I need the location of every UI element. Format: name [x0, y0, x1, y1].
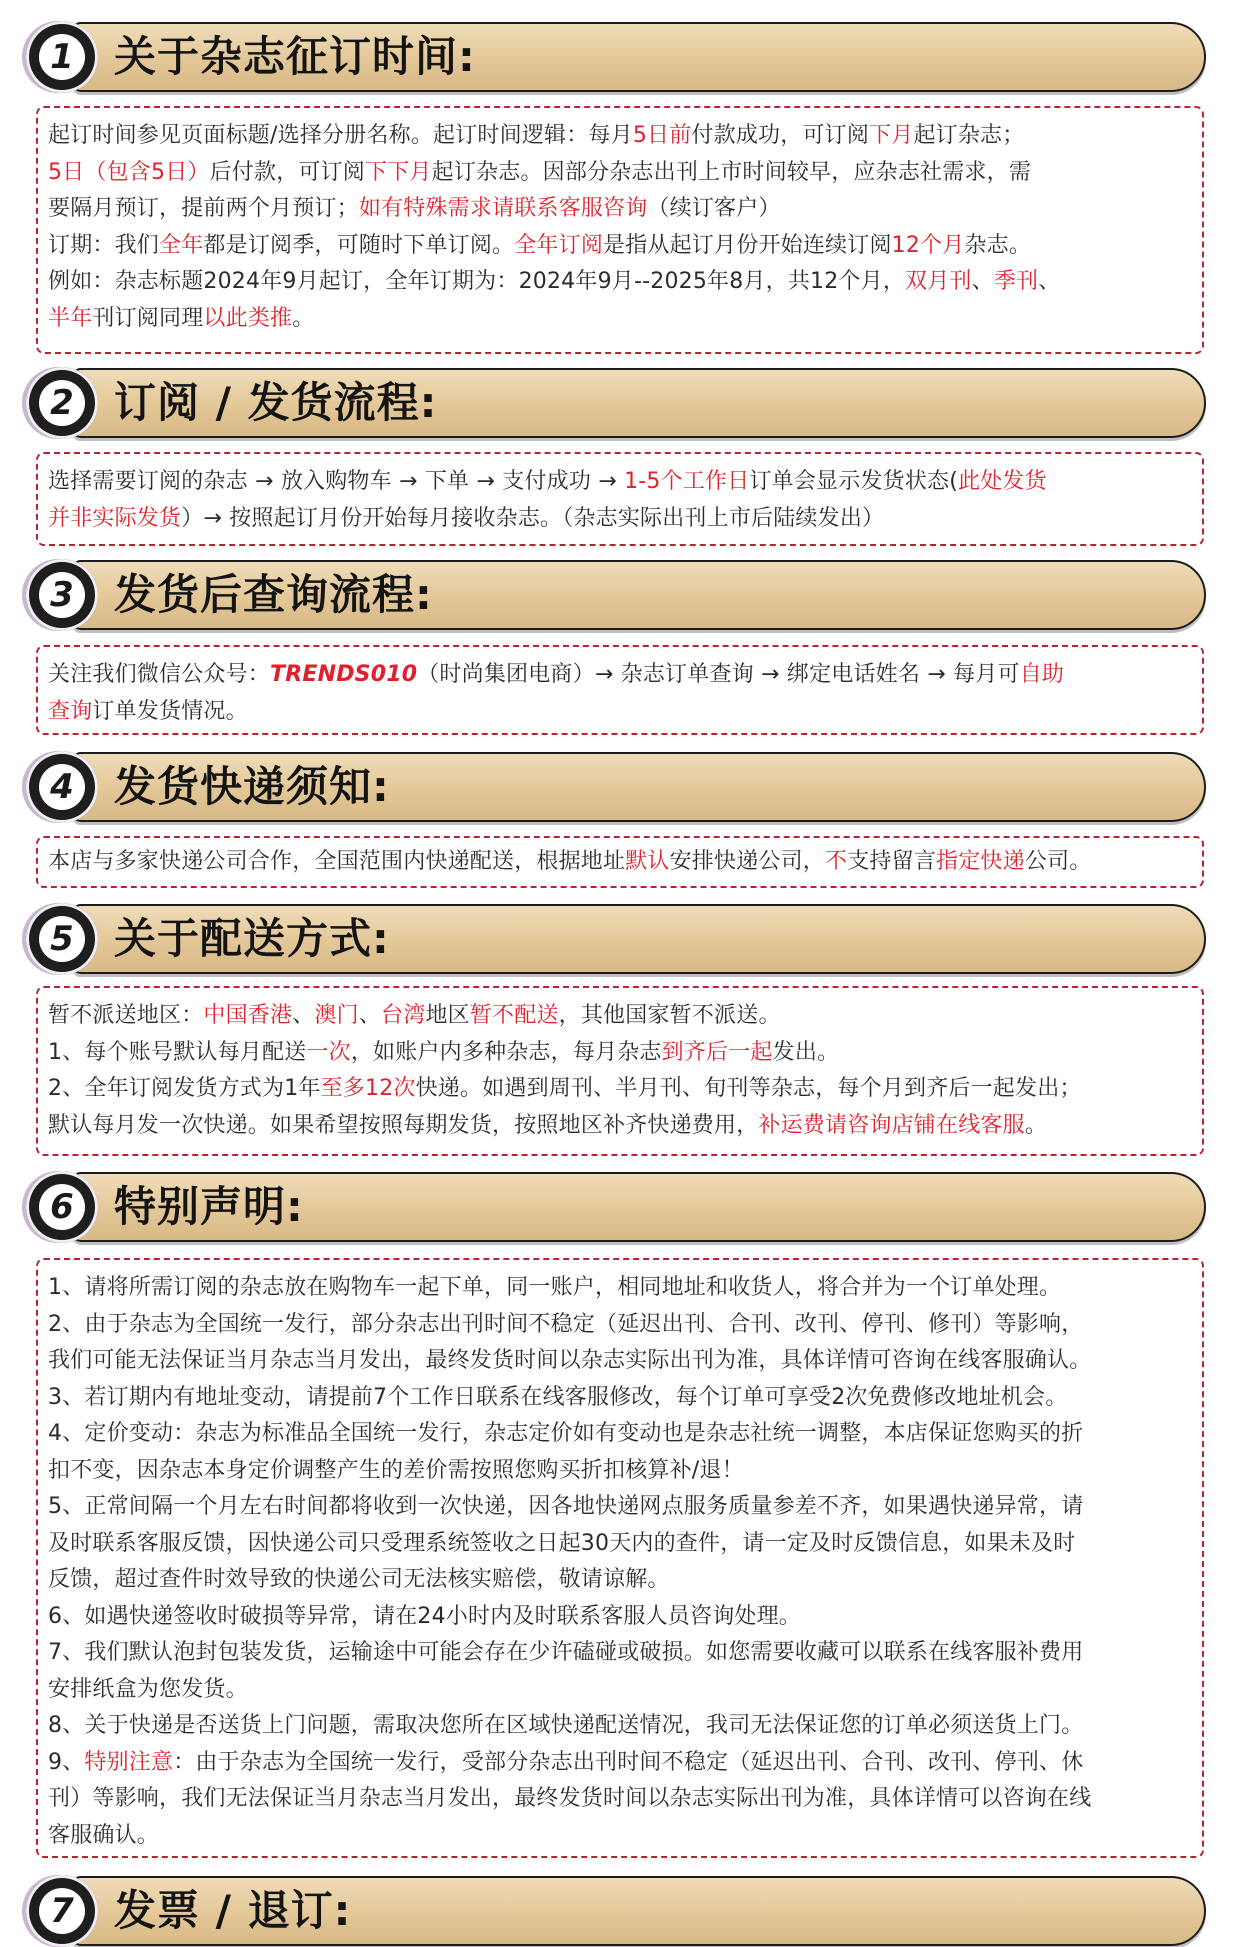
body-text: 选择需要订阅的杂志 → 放入购物车 → 下单 → 支付成功 →	[48, 469, 625, 494]
body-text: 杂志。	[964, 232, 1032, 258]
highlight-text: 指定快递	[936, 849, 1025, 874]
section-lines	[48, 1270, 1192, 1854]
highlight-text: 到齐后一起	[661, 1039, 773, 1065]
section-lines	[48, 464, 1192, 537]
body-text: 9、	[48, 1749, 85, 1775]
section-lines	[48, 998, 1192, 1144]
body-text: 订单会显示发货状态(	[749, 469, 959, 494]
body-text: 后付款，可订阅	[209, 159, 366, 185]
body-text: 7、我们默认泡封包装发货，运输途中可能会存在少许磕碰或破损。如您需要收藏可以联系在线客服补费用	[48, 1640, 1084, 1665]
section-title: 特别声明:	[114, 1182, 304, 1231]
text-line	[48, 1781, 1192, 1818]
highlight-text: 以此类推	[203, 305, 293, 331]
section-lines	[48, 844, 1192, 881]
body-text: 要隔月预订，提前两个月预订；	[48, 196, 359, 221]
body-text: 是指从起订月份开始连续订阅	[603, 232, 892, 258]
body-text: 扣不变，因杂志本身定价调整产生的差价需按照您购买折扣核算补/退！	[48, 1457, 744, 1483]
text-line	[48, 301, 1192, 338]
body-text: 8、关于快递是否送货上门问题，需取决您所在区域快递配送情况，我司无法保证您的订单必须送货上门。	[48, 1713, 1084, 1738]
section-number: 1	[39, 34, 85, 80]
text-line	[48, 1745, 1192, 1782]
body-text: 起订时间参见页面标题/选择分册名称。起订时间逻辑：每月	[48, 123, 633, 148]
body-text: 例如：杂志标题2024年9月起订，全年订期为：2024年9月--2025年8月，共12个月，	[48, 269, 906, 294]
text-line	[48, 694, 1192, 731]
section-number-badge	[26, 367, 98, 439]
body-text: 本店与多家快递公司合作，全国范围内快递配送，根据地址	[48, 849, 626, 874]
text-line	[48, 1035, 1192, 1072]
text-line	[48, 1453, 1192, 1490]
text-line	[48, 1526, 1192, 1563]
section-number-badge	[26, 1171, 98, 1243]
text-line	[48, 118, 1192, 155]
highlight-text: 查询	[48, 698, 93, 724]
highlight-text: 至多12次	[320, 1076, 416, 1101]
highlight-text: 中国香港	[203, 1003, 293, 1028]
body-text: 1、每个账号默认每月配送	[48, 1039, 307, 1065]
text-line	[48, 1708, 1192, 1745]
highlight-text: 下月	[869, 123, 914, 148]
section-content-box	[36, 452, 1204, 546]
body-text: 2、全年订阅发货方式为1年	[48, 1076, 321, 1101]
section-content-box	[36, 986, 1204, 1156]
body-text: 默认每月发一次快递。如果希望按照每期发货，按照地区补齐快递费用，	[48, 1112, 759, 1138]
body-text: 安排纸盒为您发货。	[48, 1676, 248, 1702]
body-text: 我们可能无法保证当月杂志当月发出，最终发货时间以杂志实际出刊为准，具体详情可咨询在线客服确认。	[48, 1348, 1092, 1373]
text-line	[48, 1416, 1192, 1453]
highlight-text: 双月刊	[905, 269, 972, 294]
text-line	[48, 1380, 1192, 1417]
highlight-text: 全年	[159, 232, 204, 258]
body-text: 4、定价变动：杂志为标准品全国统一发行，杂志定价如有变动也是杂志社统一调整，本店保证您购买的折	[48, 1421, 1084, 1446]
section-content-box	[36, 1258, 1204, 1858]
section-number: 6	[39, 1184, 85, 1230]
section-content-box	[36, 106, 1204, 354]
section-title: 发票 / 退订:	[114, 1886, 352, 1935]
body-text: 订期：我们	[48, 232, 160, 258]
body-text: （续订客户）	[647, 196, 781, 221]
body-text: 快递。如遇到周刊、半月刊、旬刊等杂志，每个月到齐后一起发出；	[415, 1076, 1082, 1101]
body-text: ）→ 按照起订月份开始每月接收杂志。（杂志实际出刊上市后陆续发出）	[181, 505, 885, 531]
highlight-text: 台湾	[381, 1003, 426, 1028]
body-text: 1、请将所需订阅的杂志放在购物车一起下单，同一账户，相同地址和收货人，将合并为一个订单处理。	[48, 1275, 1062, 1300]
highlight-text: 自助	[1019, 662, 1065, 687]
section-number: 4	[39, 764, 85, 810]
body-text: 、	[1038, 269, 1061, 294]
brand-text: TRENDS010	[270, 662, 418, 687]
body-text: 安排快递公司，	[669, 849, 826, 874]
highlight-text: 季刊	[993, 269, 1039, 294]
highlight-text: 补运费请咨询店铺在线客服	[758, 1112, 1025, 1138]
body-text: 订单发货情况。	[92, 698, 248, 724]
section-number-badge	[26, 903, 98, 975]
text-line	[48, 1343, 1192, 1380]
highlight-text: 澳门	[314, 1003, 359, 1028]
text-line	[48, 1489, 1192, 1526]
body-text: 、	[971, 269, 994, 294]
highlight-text: 1-5个工作日	[624, 469, 750, 494]
section-number-badge	[26, 751, 98, 823]
text-line	[48, 1672, 1192, 1709]
text-line	[48, 228, 1192, 265]
body-text: 6、如遇快递签收时破损等异常，请在24小时内及时联系客服人员咨询处理。	[48, 1603, 801, 1629]
highlight-text: 5日（包含5日）	[48, 159, 210, 185]
body-text: 起订杂志；	[913, 123, 1025, 148]
body-text: 2、由于杂志为全国统一发行，部分杂志出刊时间不稳定（延迟出刊、合刊、改刊、停刊、修刊）等影响，	[48, 1311, 1084, 1337]
text-line	[48, 464, 1192, 501]
body-text: 暂不派送地区：	[48, 1003, 204, 1028]
section-title: 发货快递须知:	[114, 762, 390, 811]
section-title: 关于杂志征订时间:	[114, 32, 476, 81]
body-text: 。	[1024, 1112, 1048, 1138]
text-line	[48, 1071, 1192, 1108]
highlight-text: 5日前	[632, 123, 692, 148]
section-number: 2	[39, 380, 85, 426]
highlight-text: 不	[825, 849, 848, 874]
section-number-badge	[26, 1875, 98, 1947]
body-text: 地区	[425, 1003, 470, 1028]
section-lines	[48, 657, 1192, 730]
text-line	[48, 1270, 1192, 1307]
section-number: 5	[39, 916, 85, 962]
text-line	[48, 844, 1192, 881]
text-line	[48, 1599, 1192, 1636]
highlight-text: 一次	[306, 1039, 351, 1065]
section-content-box	[36, 836, 1204, 888]
highlight-text: 全年订阅	[514, 232, 604, 258]
body-text: 都是订阅季，可随时下单订阅。	[203, 232, 515, 258]
text-line	[48, 998, 1192, 1035]
text-line	[48, 657, 1192, 694]
highlight-text: 下下月	[365, 159, 432, 185]
text-line	[48, 1818, 1192, 1855]
section-number-badge	[26, 559, 98, 631]
text-line	[48, 155, 1192, 192]
highlight-text: 特别注意	[84, 1749, 174, 1775]
body-text: 。	[292, 305, 315, 331]
body-text: 付款成功，可订阅	[691, 123, 870, 148]
body-text: （时尚集团电商）→ 杂志订单查询 → 绑定电话姓名 → 每月可	[417, 662, 1020, 687]
body-text: 起订杂志。因部分杂志出刊上市时间较早，应杂志社需求，需	[431, 159, 1032, 185]
highlight-text: 默认	[625, 849, 670, 874]
body-text: 及时联系客服反馈，因快递公司只受理系统签收之日起30天内的查件，请一定及时反馈信息，如果未及时	[48, 1530, 1076, 1556]
body-text: 刊订阅同理	[92, 305, 204, 331]
body-text: ：由于杂志为全国统一发行，受部分杂志出刊时间不稳定（延迟出刊、合刊、改刊、停刊、休	[173, 1749, 1084, 1775]
text-line	[48, 1562, 1192, 1599]
section-number: 3	[39, 572, 85, 618]
highlight-text: 半年	[48, 305, 93, 331]
body-text: 5、正常间隔一个月左右时间都将收到一次快递，因各地快递网点服务质量参差不齐，如果遇快递异常，请	[48, 1494, 1084, 1519]
text-line	[48, 501, 1192, 538]
body-text: 公司。	[1024, 849, 1092, 874]
body-text: 、	[292, 1003, 315, 1028]
highlight-text: 并非实际发货	[48, 505, 182, 531]
body-text: 发出。	[772, 1039, 840, 1065]
body-text: 、	[358, 1003, 382, 1028]
highlight-text: 暂不配送	[469, 1003, 559, 1028]
text-line	[48, 1307, 1192, 1344]
section-content-box	[36, 645, 1204, 735]
highlight-text: 如有特殊需求请联系客服咨询	[358, 196, 648, 221]
body-text: 反馈，超过查件时效导致的快递公司无法核实赔偿，敬请谅解。	[48, 1567, 670, 1592]
section-number: 7	[39, 1888, 85, 1934]
section-title: 发货后查询流程:	[114, 570, 433, 619]
section-title: 订阅 / 发货流程:	[114, 378, 438, 427]
body-text: 客服确认。	[48, 1822, 160, 1848]
body-text: 刊）等影响，我们无法保证当月杂志当月发出，最终发货时间以杂志实际出刊为准，具体详情可以咨询在线	[48, 1786, 1092, 1811]
section-number-badge	[26, 21, 98, 93]
highlight-text: 12个月	[891, 232, 965, 258]
section-lines	[48, 118, 1192, 337]
body-text: 3、若订期内有地址变动，请提前7个工作日联系在线客服修改，每个订单可享受2次免费修改地址机会。	[48, 1384, 1068, 1410]
text-line	[48, 1108, 1192, 1145]
text-line	[48, 191, 1192, 228]
highlight-text: 此处发货	[958, 469, 1047, 494]
body-text: 支持留言	[847, 849, 937, 874]
text-line	[48, 1635, 1192, 1672]
body-text: 关注我们微信公众号：	[48, 662, 271, 687]
body-text: ，如账户内多种杂志，每月杂志	[350, 1039, 662, 1065]
section-title: 关于配送方式:	[114, 914, 390, 963]
body-text: ，其他国家暂不派送。	[558, 1003, 781, 1028]
text-line	[48, 264, 1192, 301]
